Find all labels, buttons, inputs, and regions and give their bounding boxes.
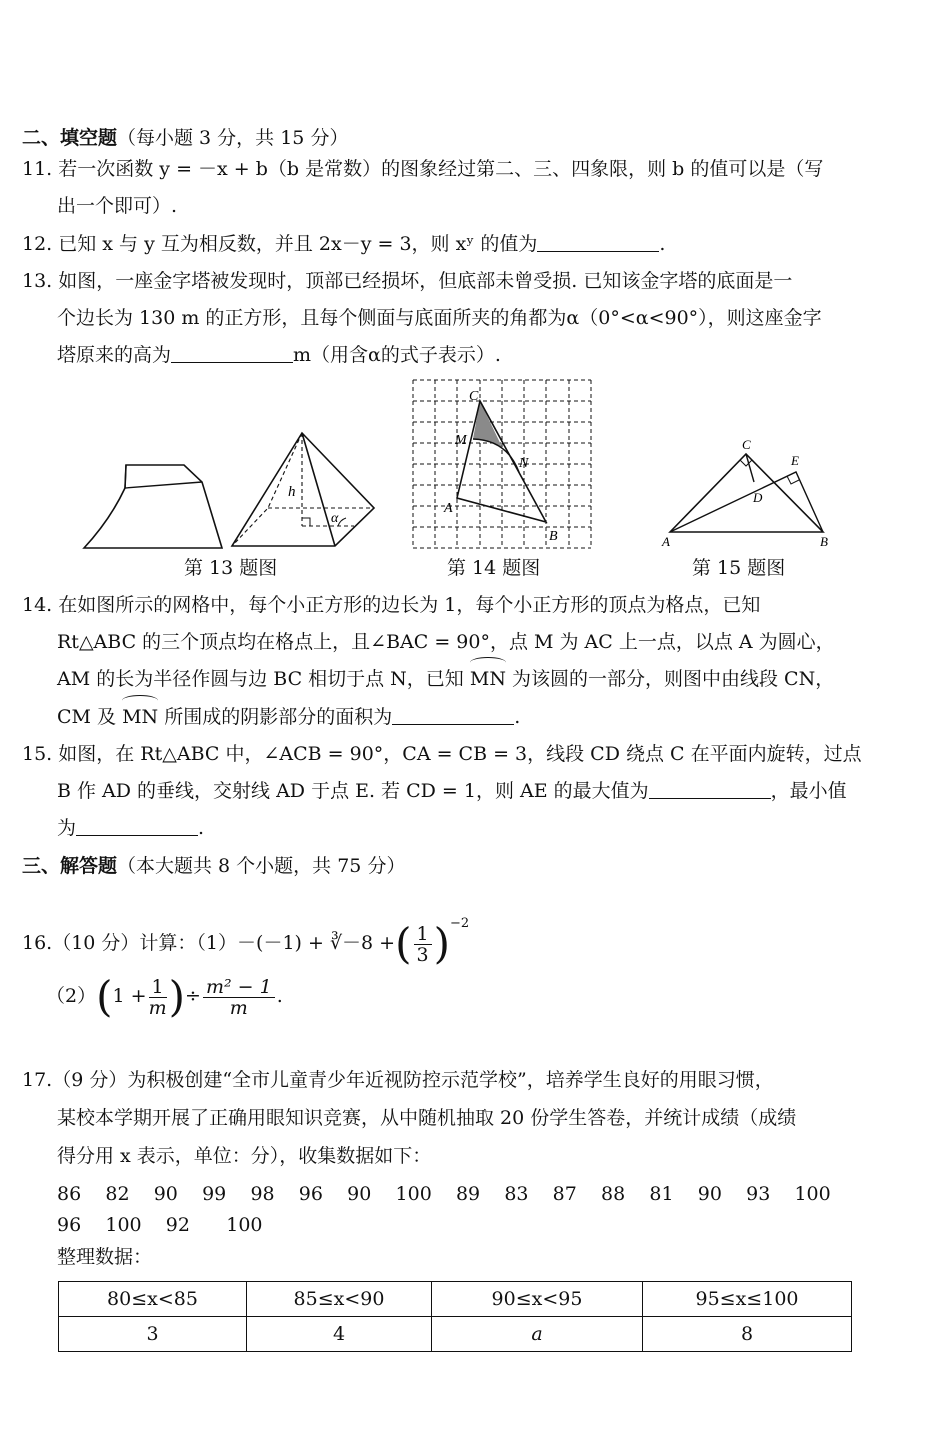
q16-p2-frac1-num: 1 (149, 977, 167, 998)
q14-line3 (57, 666, 834, 692)
q15-line3 (57, 815, 204, 841)
q16-part1 (22, 898, 469, 969)
q13-line3a: 塔原来的高为 (57, 344, 172, 366)
q16-p2-end: . (276, 985, 283, 1007)
q16-p2-frac2-num: m² − 1 (203, 977, 275, 998)
q16-p2-frac1-den: m (148, 996, 167, 1019)
q17-data-row1 (57, 1181, 831, 1207)
q17-line3: 得分用 x 表示，单位：分），收集数据如下： (57, 1145, 432, 1167)
data-value: 100 (794, 1183, 831, 1205)
q16-fraction (414, 924, 432, 965)
q14-line3a: AM 的长为半径作圆与边 BC 相切于点 N，已知 (57, 668, 464, 690)
q13-line1: 13. 如图，一座金字塔被发现时，顶部已经损坏，但底部未曾受损. 已知该金字塔的底面是一 (22, 270, 793, 292)
q16-frac-num: 1 (414, 924, 432, 945)
q15-blank-min[interactable] (76, 817, 198, 836)
q16-label: 16.（10 分）计算：（1） (22, 932, 238, 954)
q17-organize-label: 整理数据： (57, 1246, 153, 1268)
table-cell: 4 (247, 1317, 432, 1352)
fig14-B: B (549, 529, 558, 544)
q14-blank[interactable] (392, 706, 514, 725)
data-value: 86 (57, 1183, 82, 1205)
data-value: 89 (455, 1183, 481, 1205)
data-value: 90 (347, 1183, 372, 1205)
q14-line2: Rt△ABC 的三个顶点均在格点上，且∠BAC = 90°，点 M 为 AC 上一点，以点 A 为圆心， (57, 631, 835, 653)
fig15-A: A (662, 534, 670, 549)
fig15-C: C (742, 437, 751, 452)
data-value: 96 (298, 1183, 323, 1205)
q16-rparen: ) (433, 919, 450, 968)
caption-fig15: 第 15 题图 (692, 557, 786, 579)
q14-line4b: 所围成的阴影部分的面积为 (164, 706, 393, 728)
data-value: 90 (153, 1183, 178, 1205)
q14-line3b: 为该圆的一部分，则图中由线段 CN， (512, 668, 835, 690)
q15-line1: 15. 如图，在 Rt△ABC 中，∠ACB = 90°，CA = CB = 3，线段 CD 绕点 C 在平面内旋转，过点 (22, 743, 862, 765)
q16-p2-div: ÷ (185, 985, 201, 1007)
q11-line1: 11. 若一次函数 y = －x + b（b 是常数）的图象经过第二、三、四象限，则 b 的值可以是（写 (22, 158, 824, 180)
figure-13-frustum (80, 460, 230, 552)
data-value: 83 (504, 1183, 529, 1205)
q16-exponent: −2 (449, 916, 470, 931)
q13-line2: 个边长为 130 m 的正方形，且每个侧面与底面所夹的角都为α（0°<α<90°），则这座金字 (57, 307, 822, 329)
fig14-C: C (469, 389, 479, 404)
data-value: 100 (395, 1183, 432, 1205)
fig15-B: B (820, 534, 828, 549)
q14-arc-mn: MN (469, 668, 506, 690)
q16-frac-den: 3 (416, 943, 429, 966)
q16-p2-frac2 (203, 977, 275, 1018)
q15-blank-max[interactable] (649, 780, 771, 799)
table-header-cell: 85≤x<90 (247, 1282, 432, 1317)
q15-line2b: ，最小值 (770, 780, 847, 802)
data-value: 90 (697, 1183, 722, 1205)
q11-line2: 出一个即可）. (57, 195, 178, 217)
section2-note: （每小题 3 分，共 15 分） (117, 127, 349, 149)
fig14-M: M (455, 433, 467, 448)
q12-end: . (659, 233, 666, 255)
fig13-h-label: h (288, 484, 296, 500)
data-value: 100 (105, 1214, 142, 1236)
q14-line4a: CM 及 (57, 706, 117, 728)
q16-p2-frac1 (149, 977, 167, 1018)
q16-p2-lparen: ( (96, 972, 113, 1021)
data-value: 93 (746, 1183, 771, 1205)
q12-blank[interactable] (537, 233, 659, 252)
table-header-cell: 80≤x<85 (59, 1282, 247, 1317)
q16-p2-label: （2） (46, 985, 97, 1007)
section3-note: （本大题共 8 个小题，共 75 分） (117, 855, 406, 877)
table-header-cell: 95≤x≤100 (643, 1282, 852, 1317)
q13-blank[interactable] (171, 344, 293, 363)
table-row (59, 1317, 852, 1352)
q12-text: 12. 已知 x 与 y 互为相反数，并且 2x－y = 3，则 xʸ 的值为 (22, 233, 538, 255)
table-cell: 8 (643, 1317, 852, 1352)
data-value: 82 (105, 1183, 130, 1205)
q15-line2a: B 作 AD 的垂线，交射线 AD 于点 E. 若 CD = 1，则 AE 的最大值为 (57, 780, 649, 802)
caption-fig14: 第 14 题图 (447, 557, 541, 579)
q14-line1: 14. 在如图所示的网格中，每个小正方形的边长为 1，每个小正方形的顶点为格点，已知 (22, 594, 761, 616)
figure-14-grid (413, 380, 591, 548)
q14-end: . (514, 706, 521, 728)
q15-line3: 为 (57, 817, 77, 839)
data-value: 98 (250, 1183, 275, 1205)
q13-line3b: m（用含α的式子表示）. (293, 344, 501, 366)
q14-arc-mn-2: MN (122, 706, 159, 728)
data-value: 99 (202, 1183, 227, 1205)
frequency-table (58, 1281, 852, 1352)
q17-data-row2 (57, 1212, 263, 1238)
fig14-N: N (519, 456, 529, 471)
q17-line1: 17.（9 分）为积极创建“全市儿童青少年近视防控示范学校”，培养学生良好的用眼习惯， (22, 1069, 774, 1091)
q16-p2-one-plus: 1 + (112, 985, 147, 1007)
q12 (22, 231, 665, 257)
q17-line2: 某校本学期开展了正确用眼知识竞赛，从中随机抽取 20 份学生答卷，并统计成绩（成绩 (57, 1107, 797, 1129)
q13-line3 (57, 342, 501, 368)
section3-heading (22, 853, 405, 879)
figure-13-pyramid (230, 430, 380, 552)
data-value: 88 (601, 1183, 626, 1205)
fig15-D: D (753, 490, 763, 505)
fig15-E: E (791, 453, 799, 468)
q14-line4 (57, 704, 520, 730)
q16-expr1: －(－1) + ∛－8 + (237, 932, 396, 954)
table-header-cell: 90≤x<95 (432, 1282, 643, 1317)
section3-title: 三、解答题 (22, 855, 118, 877)
q16-p2-rparen: ) (168, 972, 186, 1021)
data-value: 96 (57, 1214, 82, 1236)
data-value: 92 (165, 1214, 190, 1236)
caption-fig13: 第 13 题图 (184, 557, 278, 579)
table-cell: 3 (59, 1317, 247, 1352)
table-cell: a (432, 1317, 643, 1352)
fig13-alpha-label: α (331, 511, 339, 526)
q16-lparen: ( (395, 919, 412, 968)
q16-part2 (46, 968, 283, 1024)
data-value: 81 (649, 1183, 674, 1205)
q15-line2 (57, 778, 847, 804)
fig14-A: A (444, 501, 453, 516)
figure-15-triangle (660, 436, 835, 548)
section2-title: 二、填空题 (22, 127, 118, 149)
data-value: 87 (552, 1183, 577, 1205)
table-header-row (59, 1282, 852, 1317)
section2-heading (22, 125, 348, 151)
q16-p2-frac2-den: m (229, 996, 248, 1019)
q15-end: . (198, 817, 205, 839)
data-value: 100 (226, 1214, 263, 1236)
